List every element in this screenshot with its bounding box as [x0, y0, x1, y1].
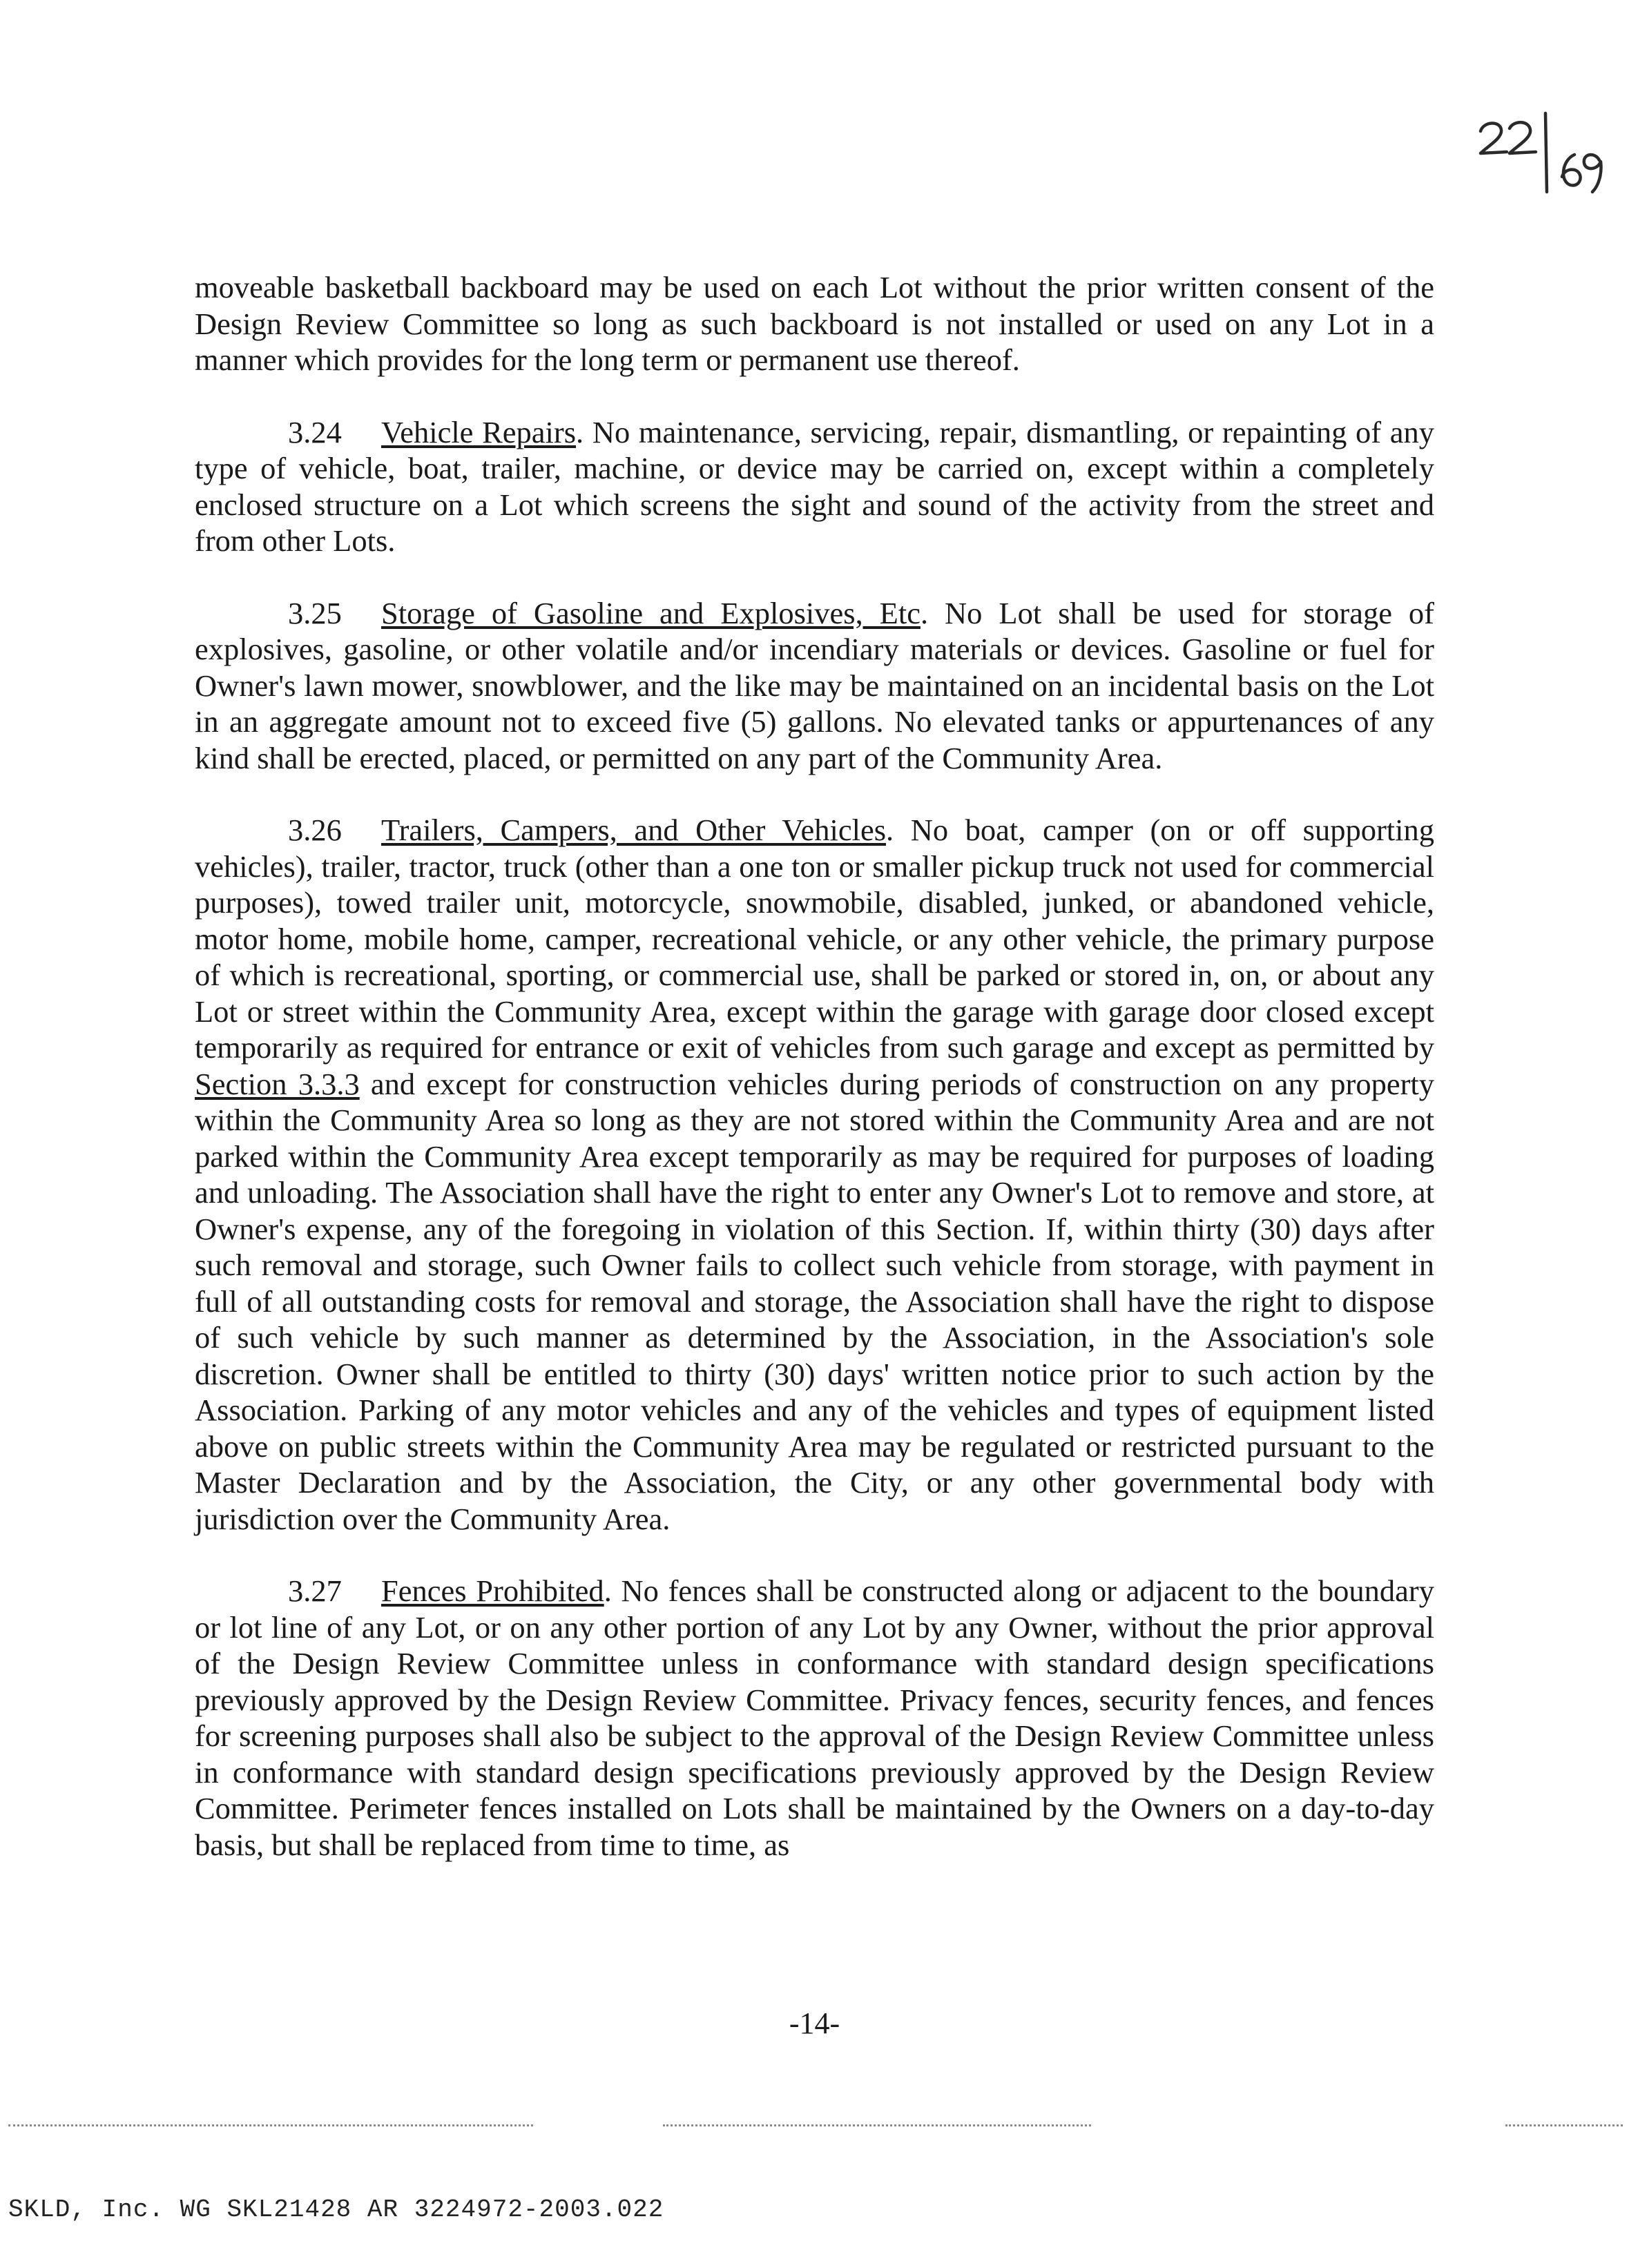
scan-artifact-line-right: [1505, 2124, 1623, 2126]
paragraph-continuation: [195, 269, 1434, 378]
section-3-24-vehicle-repairs: [195, 414, 1434, 559]
section-3-26-trailers-campers: [195, 812, 1434, 1537]
section-title: Trailers, Campers, and Other Vehicles: [381, 813, 887, 847]
paragraph-text: moveable basketball backboard may be used on each Lot without the prior written consent of the Design Review Committee so long as such backboard is not installed or used on any Lot in a manner which provides for the long term or permanent use thereof.: [195, 270, 1434, 377]
section-text: . No boat, camper (on or off supporting vehicles), trailer, tractor, truck (other than a one ton or smaller pickup truck not used for commercial purposes), towed trailer unit, motorcycle, snowmobile, disabled, junked, or abandoned vehicle, motor home, mobile home, camper, recreational vehicle, or any other vehicle, the primary purpose of which is recreational, sporting, or commercial use, shall be parked or stored in, on, or about any Lot or street within the Community Area, except within the garage with garage door closed except temporarily as required for entrance or exit of vehicles from such garage and except as permitted by: [195, 813, 1434, 1065]
footer-document-id: SKLD, Inc. WG SKL21428 AR 3224972-2003.022: [8, 2196, 664, 2224]
handwritten-page-mark: [1471, 104, 1609, 200]
section-title: Vehicle Repairs: [381, 414, 577, 449]
document-body: [195, 269, 1434, 1899]
scan-artifact-line-middle: [663, 2124, 1091, 2126]
section-3-25-storage-of-gasoline: [195, 595, 1434, 777]
section-text: . No Lot shall be used for storage of explosives, gasoline, or other volatile and/or incendiary materials or devices. Gasoline or fuel for Owner's lawn mower, snowblower, and the like may be maintained on an incidental basis on the Lot in an aggregate amount not to exceed five (5) gallons. No elevated tanks or appurtenances of any kind shall be erected, placed, or permitted on any part of the Community Area.: [195, 595, 1434, 775]
section-text: . No fences shall be constructed along or adjacent to the boundary or lot line of any Lot, or on any other portion of any Lot by any Owner, without the prior approval of the Design Review Committee unless in conformance with standard design specifications previously approved by the Design Review Committee. Privacy fences, security fences, and fences for screening purposes shall also be subject to the approval of the Design Review Committee unless in conformance with standard design specifications previously approved by the Design Review Committee. Perimeter fences installed on Lots shall be maintained by the Owners on a day-to-day basis, but shall be replaced from time to time, as: [195, 1573, 1434, 1862]
section-number: 3.27: [288, 1573, 342, 1608]
page-number: -14-: [789, 2006, 840, 2040]
scan-artifact-line-left: [8, 2124, 533, 2126]
section-title: Storage of Gasoline and Explosives, Etc: [381, 595, 920, 630]
section-3-27-fences-prohibited: [195, 1573, 1434, 1863]
section-title: Fences Prohibited: [381, 1573, 604, 1608]
section-number: 3.24: [288, 414, 342, 449]
section-cross-reference: Section 3.3.3: [195, 1066, 360, 1101]
section-number: 3.26: [288, 813, 342, 847]
section-text-continued: and except for construction vehicles during periods of construction on any property within the Community Area so long as they are not stored within the Community Area and are not parked within the Community Area except temporarily as may be required for purposes of loading and unloading. The Association shall have the right to enter any Owner's Lot to remove and store, at Owner's expense, any of the foregoing in violation of this Section. If, within thirty (30) days after such removal and storage, such Owner fails to collect such vehicle from storage, with payment in full of all outstanding costs for removal and storage, the Association shall have the right to dispose of such vehicle by such manner as determined by the Association, in the Association's sole discretion. Owner shall be entitled to thirty (30) days' written notice prior to such action by the Association. Parking of any motor vehicles and any of the vehicles and types of equipment listed above on public streets within the Community Area may be regulated or restricted pursuant to the Master Declaration and by the Association, the City, or any other governmental body with jurisdiction over the Community Area.: [195, 1066, 1434, 1536]
section-text: . No maintenance, servicing, repair, dismantling, or repainting of any type of vehicle, boat, trailer, machine, or device may be carried on, except within a completely enclosed structure on a Lot which screens the sight and sound of the activity from the street and from other Lots.: [195, 414, 1434, 558]
section-number: 3.25: [288, 595, 342, 630]
